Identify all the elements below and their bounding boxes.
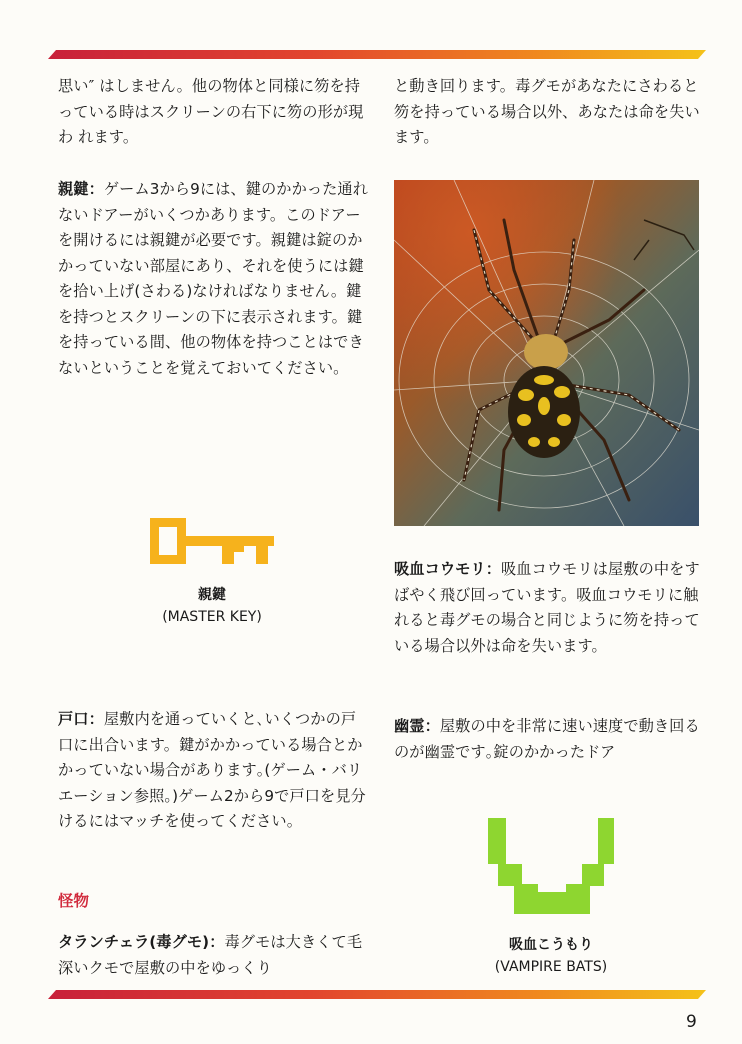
vampire-bats-section	[394, 557, 706, 659]
doorway-term: 戸口：	[58, 710, 104, 728]
master-key-body: ゲーム3から9には、鍵のかかった通れないドアーがいくつかあります。このドアーを開けるには親鍵が必要です。親鍵は錠のかかっていない部屋にあり、それを使うには鍵を拾い上げ(さわる)なければなりません。鍵を持つとスクリーンの下に表示されます。鍵を持っている間、他の物体を持つことはできないということを覚えておいてください。	[58, 180, 369, 377]
spider-continuation-text: と動き回ります。毒グモがあなたにさわると笏を持っている場合以外、あなたは命を失います。	[394, 77, 700, 146]
vampire-bat-sprite	[486, 818, 616, 922]
ghost-body: 屋敷の中を非常に速い速度で動き回るのが幽霊です｡錠のかかったドア	[394, 717, 700, 761]
monsters-heading-wrap	[58, 889, 370, 911]
master-key-icon	[150, 518, 274, 564]
vampire-bats-term: 吸血コウモリ：	[394, 560, 502, 578]
doorway-text	[58, 707, 370, 835]
master-key-caption-jp: 親鍵	[198, 587, 226, 603]
ghost-text	[394, 714, 706, 765]
ghost-section	[394, 714, 706, 765]
vampire-bats-caption	[476, 934, 626, 978]
doorway-section	[58, 707, 370, 835]
master-key-caption	[132, 584, 292, 628]
monsters-heading: 怪物	[58, 892, 90, 910]
vampire-bats-caption-en: (VAMPIRE BATS)	[494, 959, 608, 975]
vampire-bat-icon	[486, 818, 616, 918]
right-intro-paragraph	[394, 74, 706, 151]
left-intro-paragraph	[58, 74, 370, 151]
bottom-gradient-bar	[48, 990, 706, 999]
spider-image	[394, 180, 699, 526]
tarantula-body: 毒グモは大きくて毛深いクモで屋敷の中をゆっくり	[58, 933, 363, 977]
vampire-bats-text	[394, 557, 706, 659]
master-key-term: 親鍵：	[58, 180, 104, 198]
top-gradient-bar	[48, 50, 706, 59]
tarantula-section	[58, 930, 370, 981]
scepter-text: 思い″ はしません。他の物体と同様に笏を持っている時はスクリーンの右下に笏の形が現わ れます。	[58, 77, 364, 146]
doorway-body: 屋敷内を通っていくと､いくつかの戸口に出合います。鍵がかかっている場合とかかっていない場合があります｡(ゲーム・バリエーション参照｡)ゲーム2から9で戸口を見分けるにはマッチを使ってください。	[58, 710, 366, 830]
page-number: 9	[686, 1012, 697, 1032]
tarantula-text	[58, 930, 370, 981]
master-key-caption-en: (MASTER KEY)	[162, 609, 262, 625]
vampire-bats-body: 吸血コウモリは屋敷の中をすばやく飛び回っています。吸血コウモリに触れると毒グモの場合と同じように笏を持っている場合以外は命を失います。	[394, 560, 700, 655]
master-key-sprite	[150, 518, 274, 568]
master-key-text	[58, 177, 370, 381]
vampire-bats-caption-jp: 吸血こうもり	[509, 937, 593, 953]
ghost-term: 幽霊：	[394, 717, 440, 735]
spider-illustration	[394, 180, 699, 526]
master-key-section	[58, 177, 370, 381]
tarantula-term: タランチェラ(毒グモ)：	[58, 933, 225, 951]
